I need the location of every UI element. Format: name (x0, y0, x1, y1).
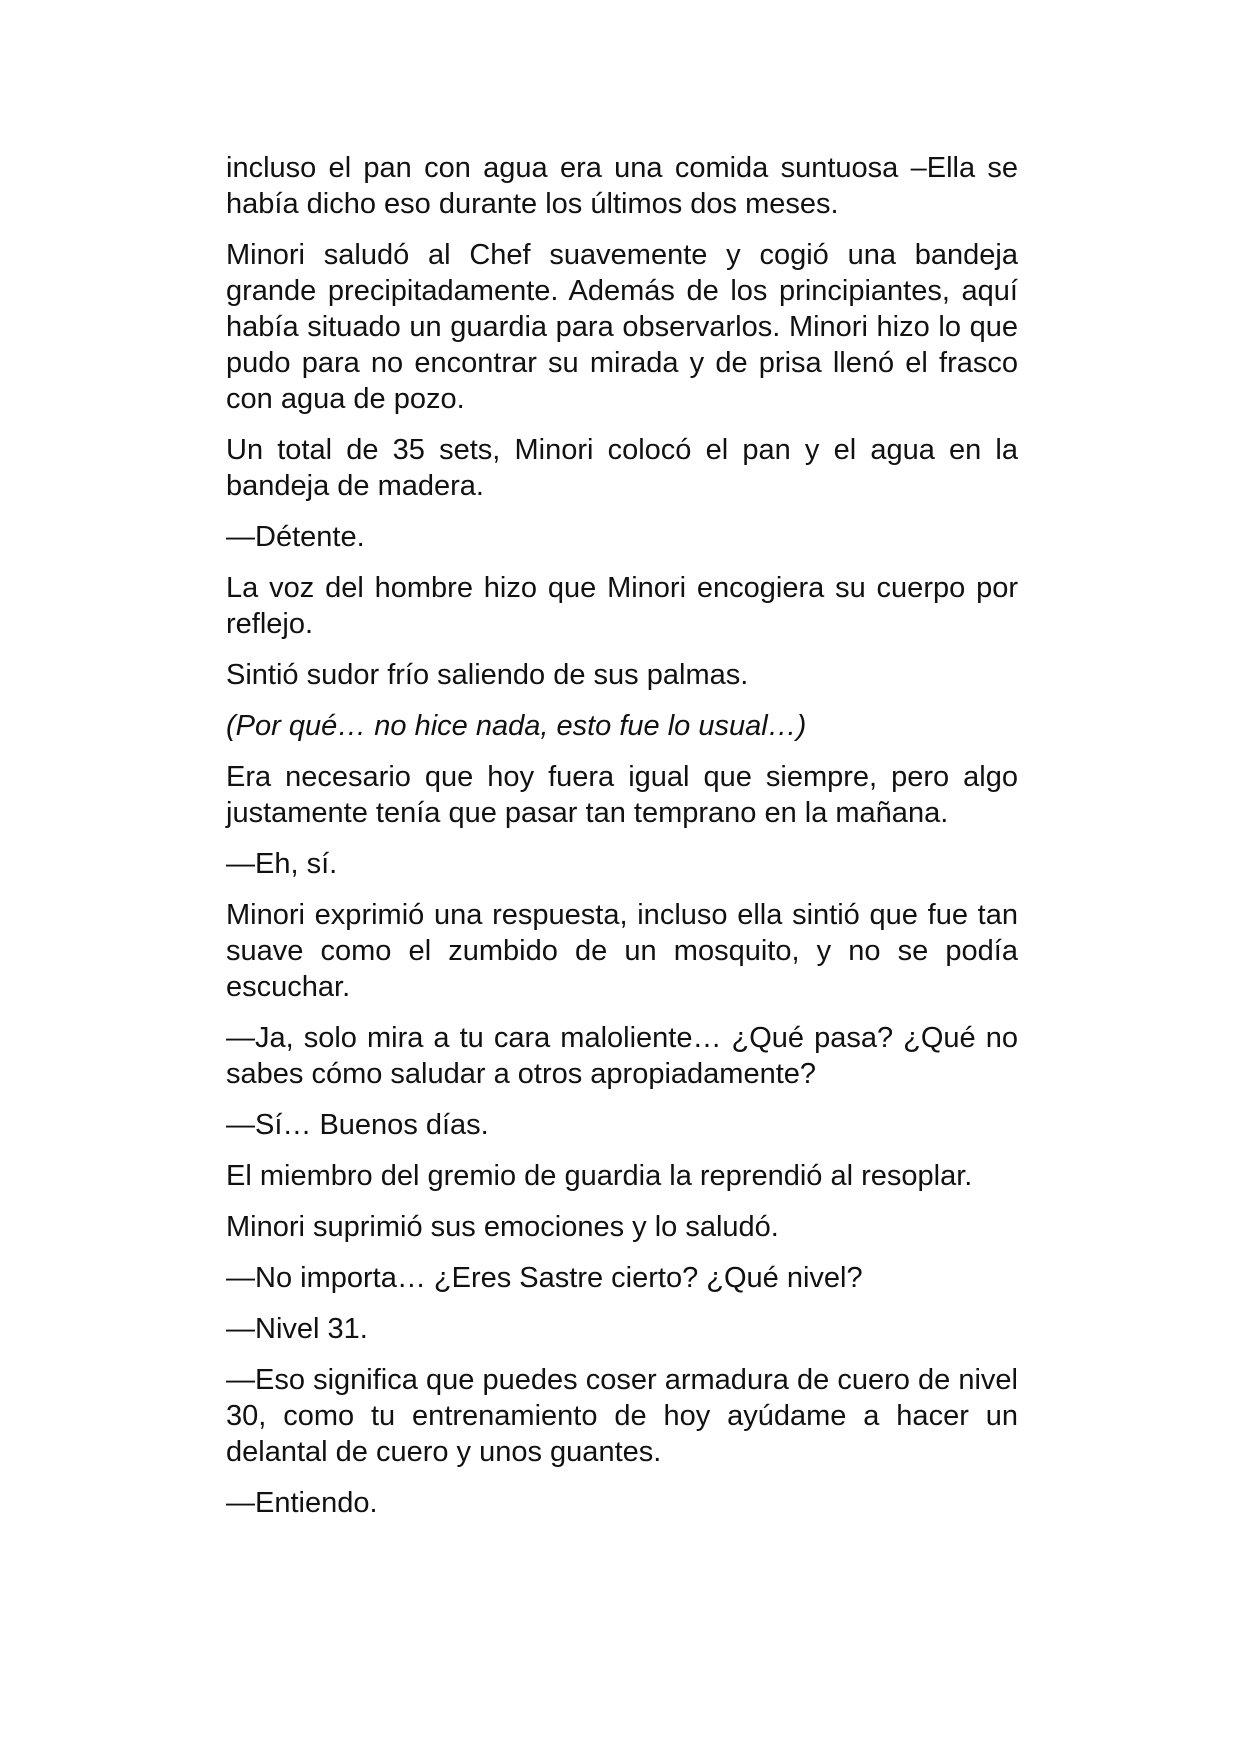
dialogue-line: —Nivel 31. (226, 1313, 368, 1345)
dialogue-line: —Eso significa que puedes coser armadura de cuero de nivel 30, como tu entrenamiento de hoy ayúdame a hacer un delantal de cuero y unos guantes. (226, 1364, 1018, 1468)
dialogue-line: —No importa… ¿Eres Sastre cierto? ¿Qué nivel? (226, 1262, 863, 1294)
dialogue-line: —Eh, sí. (226, 848, 338, 880)
paragraph: Minori suprimió sus emociones y lo saludó. (226, 1211, 779, 1243)
paragraph: Sintió sudor frío saliendo de sus palmas. (226, 659, 749, 691)
paragraph: incluso el pan con agua era una comida suntuosa –Ella se había dicho eso durante los últimos dos meses. (226, 152, 1018, 220)
paragraph: Minori exprimió una respuesta, incluso ella sintió que fue tan suave como el zumbido de un mosquito, y no se podía escuchar. (226, 899, 1018, 1003)
dialogue-line: —Détente. (226, 521, 365, 553)
dialogue-line: —Sí… Buenos días. (226, 1109, 489, 1141)
paragraph: Era necesario que hoy fuera igual que siempre, pero algo justamente tenía que pasar tan temprano en la mañana. (226, 761, 1018, 829)
paragraph: El miembro del gremio de guardia la reprendió al resoplar. (226, 1160, 973, 1192)
dialogue-line: —Ja, solo mira a tu cara maloliente… ¿Qué pasa? ¿Qué no sabes cómo saludar a otros apropiadamente? (226, 1022, 1018, 1090)
paragraph: Minori saludó al Chef suavemente y cogió una bandeja grande precipitadamente. Además de los principiantes, aquí había situado un guardia para observarlos. Minori hizo lo que pudo para no encontrar su mirada y de prisa llenó el frasco con agua de pozo. (226, 239, 1018, 415)
paragraph: Un total de 35 sets, Minori colocó el pan y el agua en la bandeja de madera. (226, 434, 1018, 502)
dialogue-line: —Entiendo. (226, 1487, 378, 1519)
document-page (226, 150, 1018, 1536)
inner-thought: (Por qué… no hice nada, esto fue lo usual…) (226, 710, 807, 742)
paragraph: La voz del hombre hizo que Minori encogiera su cuerpo por reflejo. (226, 572, 1018, 640)
